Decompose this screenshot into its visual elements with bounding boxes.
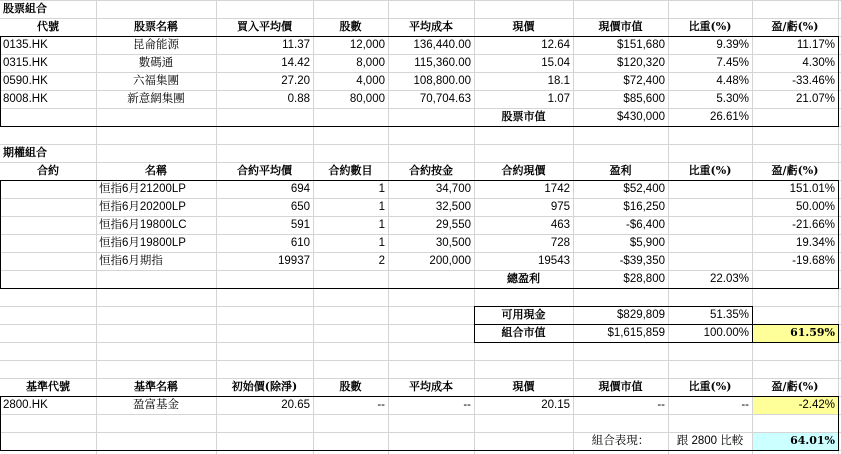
cash-value[interactable]: $829,809 (617, 309, 665, 321)
stocks-header-4[interactable]: 平均成本 (409, 20, 453, 33)
benchmark-col-7[interactable]: -- (741, 399, 749, 411)
options-row-3-col-1[interactable]: 恒指6月19800LP (99, 237, 186, 249)
stocks-row-2-col-6[interactable]: $72,400 (623, 75, 665, 87)
options-row-3-col-0[interactable] (0, 234, 96, 252)
stocks-row-1-col-4[interactable]: 115,360.00 (414, 57, 471, 69)
options-row-1-col-4[interactable]: 32,500 (435, 201, 471, 213)
stocks-row-2-col-3[interactable]: 4,000 (356, 75, 385, 87)
border-line (838, 180, 839, 288)
stocks-row-2-col-7[interactable]: 4.48% (716, 75, 749, 87)
border-line (0, 396, 1, 450)
options-row-0-col-1[interactable]: 恒指6月21200LP (99, 183, 186, 195)
options-header-2[interactable]: 合約平均價 (237, 164, 292, 177)
options-row-1-col-8[interactable]: 50.00% (795, 201, 835, 213)
portfolio-value[interactable]: $1,615,859 (607, 327, 665, 339)
border-line (838, 36, 839, 126)
portfolio-gain[interactable]: 61.59% (790, 326, 835, 339)
options-row-3-col-7[interactable] (668, 234, 752, 252)
stocks-row-3-col-8[interactable]: 21.07% (795, 93, 835, 105)
border-line (0, 180, 1, 288)
options-row-4-col-4[interactable]: 200,000 (429, 255, 471, 267)
border-line (0, 126, 839, 127)
options-row-3-col-6[interactable]: $5,900 (629, 237, 665, 249)
options-row-4-col-0[interactable] (0, 252, 96, 270)
stocks-row-0-col-2[interactable]: 11.37 (282, 39, 310, 51)
performance-label[interactable]: 組合表現： (591, 435, 650, 447)
border-line (474, 324, 839, 325)
options-row-3-col-5[interactable]: 728 (550, 237, 570, 249)
options-title[interactable]: 期權組合 (3, 146, 47, 159)
options-row-0-col-0[interactable] (0, 180, 96, 198)
options-row-1-col-0[interactable] (0, 198, 96, 216)
benchmark-col-4[interactable]: -- (463, 399, 471, 411)
benchmark-col-3[interactable]: -- (377, 399, 385, 411)
benchmark-header-8[interactable]: 盈/虧(%) (771, 380, 819, 393)
options-row-2-col-2[interactable]: 591 (290, 219, 310, 231)
border-line (838, 324, 839, 342)
options-row-3-col-8[interactable]: 19.34% (795, 237, 835, 249)
options-row-1-col-3[interactable]: 1 (378, 201, 385, 213)
options-row-3-col-3[interactable]: 1 (378, 237, 385, 249)
stocks-row-3-col-5[interactable]: 1.07 (547, 93, 570, 105)
stocks-header-3[interactable]: 股數 (339, 20, 362, 33)
options-row-4-col-8[interactable]: -19.68% (792, 255, 835, 267)
stocks-row-3-col-3[interactable]: 80,000 (349, 93, 385, 105)
stocks-row-3-col-2[interactable]: 0.88 (287, 93, 310, 105)
options-row-0-col-8[interactable]: 151.01% (789, 183, 835, 195)
benchmark-header-2[interactable]: 初始價(除淨) (231, 380, 298, 393)
benchmark-header-6[interactable]: 現價市值 (598, 380, 643, 393)
stocks-header-6[interactable]: 現價市值 (598, 20, 643, 33)
options-row-0-col-6[interactable]: $52,400 (623, 183, 665, 195)
options-row-3-col-4[interactable]: 30,500 (435, 237, 471, 249)
stocks-title[interactable]: 股票組合 (3, 2, 47, 15)
stocks-row-2-col-2[interactable]: 27.20 (281, 75, 310, 87)
border-line (474, 306, 475, 342)
options-row-0-col-4[interactable]: 34,700 (435, 183, 471, 195)
portfolio-label[interactable]: 組合市值 (501, 326, 546, 339)
border-line (0, 36, 1, 126)
stocks-total-pct[interactable]: 26.61% (709, 111, 749, 123)
options-row-0-col-5[interactable]: 1742 (544, 183, 570, 195)
stocks-header-1[interactable]: 股票名稱 (134, 20, 178, 33)
options-row-2-col-6[interactable]: -$6,400 (625, 219, 665, 231)
gridline-h (0, 360, 841, 361)
options-total-value[interactable]: $28,800 (623, 273, 665, 285)
options-header-1[interactable]: 名稱 (145, 164, 167, 177)
benchmark-col-5[interactable]: 20.15 (541, 399, 570, 411)
cash-label[interactable]: 可用現金 (501, 308, 546, 321)
benchmark-header-7[interactable]: 比重(%) (688, 380, 732, 393)
stocks-row-1-col-0[interactable]: 0315.HK (3, 57, 48, 69)
stocks-row-0-col-1[interactable]: 昆侖能源 (133, 39, 179, 51)
stocks-header-0[interactable]: 代號 (37, 20, 59, 33)
stocks-row-1-col-3[interactable]: 8,000 (356, 57, 385, 69)
benchmark-header-3[interactable]: 股數 (339, 380, 362, 393)
options-header-8[interactable]: 盈/虧(%) (771, 164, 819, 177)
stocks-header-2[interactable]: 買入平均價 (237, 20, 292, 33)
border-line (0, 36, 839, 37)
options-row-1-col-1[interactable]: 恒指6月20200LP (99, 201, 186, 213)
compare-label[interactable]: 跟 2800 比較 (676, 435, 744, 447)
gridline-h (0, 0, 841, 1)
benchmark-col-8[interactable]: -2.42% (798, 399, 835, 411)
stocks-total-value[interactable]: $430,000 (617, 111, 665, 123)
benchmark-header-1[interactable]: 基準名稱 (134, 380, 178, 393)
options-row-3-col-2[interactable]: 610 (290, 237, 310, 249)
gridline-h (0, 414, 841, 415)
stocks-row-2-col-5[interactable]: 18.1 (547, 75, 570, 87)
stocks-row-0-col-8[interactable]: 11.17% (796, 39, 835, 51)
gridline-h (0, 144, 841, 145)
options-total-label[interactable]: 總盈利 (507, 272, 540, 285)
compare-value[interactable]: 64.01% (790, 434, 835, 447)
portfolio-pct[interactable]: 100.00% (703, 327, 749, 339)
options-row-4-col-5[interactable]: 19543 (538, 255, 570, 267)
options-row-2-col-0[interactable] (0, 216, 96, 234)
stocks-row-1-col-2[interactable]: 14.42 (281, 57, 310, 69)
stocks-row-1-col-5[interactable]: 15.04 (541, 57, 570, 69)
options-header-6[interactable]: 盈利 (609, 164, 632, 177)
options-row-2-col-5[interactable]: 463 (550, 219, 570, 231)
options-header-0[interactable]: 合約 (37, 164, 59, 177)
options-row-2-col-4[interactable]: 29,550 (435, 219, 471, 231)
options-row-0-col-2[interactable]: 694 (290, 183, 310, 195)
stocks-row-3-col-7[interactable]: 5.30% (716, 93, 749, 105)
stocks-row-3-col-4[interactable]: 70,704.63 (419, 93, 471, 105)
options-row-2-col-7[interactable] (668, 216, 752, 234)
stocks-row-2-col-0[interactable]: 0590.HK (3, 75, 48, 87)
stocks-row-3-col-1[interactable]: 新意網集團 (127, 93, 185, 105)
stocks-row-1-col-6[interactable]: $120,320 (617, 57, 665, 69)
options-row-2-col-1[interactable]: 恒指6月19800LC (99, 219, 187, 231)
options-row-1-col-6[interactable]: $16,250 (623, 201, 665, 213)
benchmark-header-4[interactable]: 平均成本 (409, 380, 453, 393)
benchmark-header-5[interactable]: 現價 (512, 380, 535, 393)
border-line (474, 306, 753, 307)
stocks-total-label[interactable]: 股票市值 (501, 110, 546, 123)
stocks-header-5[interactable]: 現價 (512, 20, 535, 33)
stocks-row-2-col-1[interactable]: 六福集團 (133, 75, 179, 87)
border-line (0, 450, 839, 451)
border-line (0, 396, 839, 397)
options-header-5[interactable]: 合約現價 (501, 164, 546, 177)
stocks-row-2-col-4[interactable]: 108,800.00 (413, 75, 471, 87)
benchmark-col-6[interactable]: -- (657, 399, 665, 411)
options-row-4-col-2[interactable]: 19937 (278, 255, 310, 267)
stocks-row-0-col-4[interactable]: 136,440.00 (413, 39, 471, 51)
stocks-row-0-col-0[interactable]: 0135.HK (3, 39, 48, 51)
options-row-1-col-5[interactable]: 975 (550, 201, 570, 213)
border-line (0, 180, 839, 181)
options-row-0-col-3[interactable]: 1 (378, 183, 385, 195)
border-line (752, 306, 753, 342)
stocks-row-0-col-7[interactable]: 9.39% (716, 39, 749, 51)
options-row-1-col-2[interactable]: 650 (290, 201, 310, 213)
border-line (838, 396, 839, 450)
benchmark-header-0[interactable]: 基準代號 (26, 380, 70, 393)
benchmark-col-2[interactable]: 20.65 (281, 399, 310, 411)
options-header-3[interactable]: 合約數目 (328, 164, 373, 177)
stocks-row-0-col-6[interactable]: $151,680 (617, 39, 665, 51)
benchmark-col-0[interactable]: 2800.HK (3, 399, 48, 411)
benchmark-col-1[interactable]: 盈富基金 (133, 399, 179, 411)
stocks-row-1-col-1[interactable]: 數碼通 (138, 57, 174, 69)
border-line (0, 288, 839, 289)
stocks-row-2-col-8[interactable]: -33.46% (792, 75, 835, 87)
border-line (474, 342, 839, 343)
stocks-row-3-col-0[interactable]: 8008.HK (3, 93, 48, 105)
stocks-row-3-col-6[interactable]: $85,600 (623, 93, 665, 105)
options-row-1-col-7[interactable] (668, 198, 752, 216)
options-row-0-col-7[interactable] (668, 180, 752, 198)
options-row-4-col-3[interactable]: 2 (378, 255, 385, 267)
stocks-header-8[interactable]: 盈/虧(%) (771, 20, 819, 33)
options-row-4-col-6[interactable]: -$39,350 (619, 255, 665, 267)
options-header-7[interactable]: 比重(%) (688, 164, 732, 177)
stocks-row-1-col-7[interactable]: 7.45% (716, 57, 749, 69)
options-row-2-col-3[interactable]: 1 (378, 219, 385, 231)
options-row-4-col-1[interactable]: 恒指6月期指 (99, 255, 163, 267)
options-row-2-col-8[interactable]: -21.66% (792, 219, 835, 231)
stocks-header-7[interactable]: 比重(%) (688, 20, 732, 33)
cash-pct[interactable]: 51.35% (709, 309, 749, 321)
options-total-pct[interactable]: 22.03% (709, 273, 749, 285)
options-header-4[interactable]: 合約按金 (409, 164, 453, 177)
options-row-4-col-7[interactable] (668, 252, 752, 270)
stocks-row-0-col-3[interactable]: 12,000 (349, 39, 385, 51)
stocks-row-1-col-8[interactable]: 4.30% (802, 57, 835, 69)
stocks-row-0-col-5[interactable]: 12.64 (541, 39, 570, 51)
